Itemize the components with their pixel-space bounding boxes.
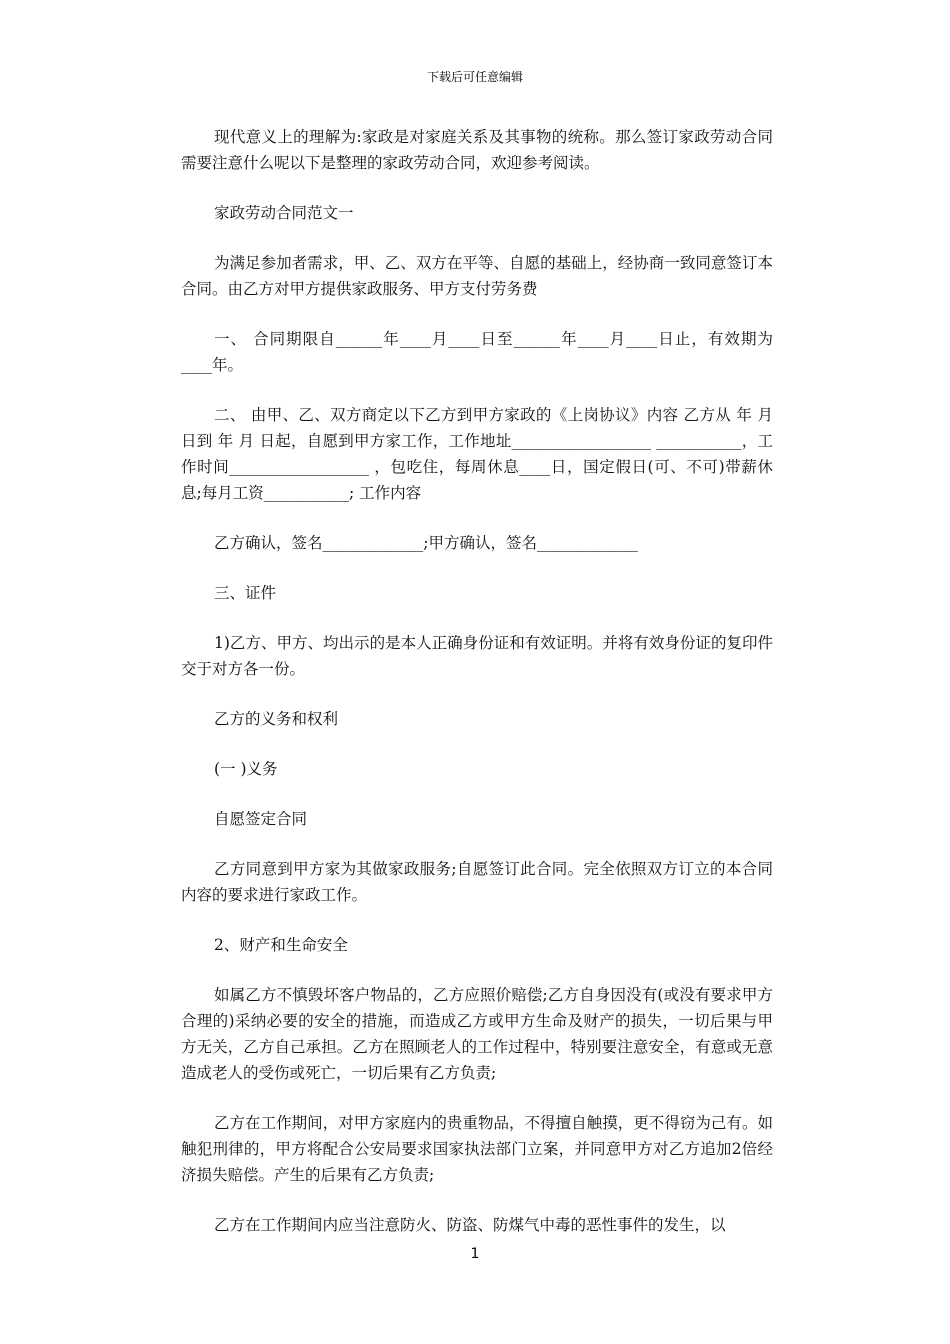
paragraph-duties: (一 )义务 [214,760,278,778]
paragraph-safety-heading: 2、财产和生命安全 [214,936,348,954]
paragraph-duties-rights: 乙方的义务和权利 [214,710,339,728]
paragraph-valuables: 乙方在工作期间，对甲方家庭内的贵重物品，不得擅自触摸，更不得窃为己有。如触犯刑律的，甲方将配合公安局要求国家执法部门立案，并同意甲方对乙方追加2倍经济损失赔偿。产生的后果有乙方负责; [181,1114,773,1184]
paragraph-consent: 乙方同意到甲方家为其做家政服务;自愿签订此合同。完全依照双方订立的本合同内容的要求进行家政工作。 [181,860,773,904]
paragraph-signatures: 乙方确认，签名_____________;甲方确认，签名_____________ [214,534,638,552]
page-number: 1 [470,1246,480,1262]
paragraph-voluntary: 自愿签定合同 [214,810,308,828]
paragraph-fire-safety: 乙方在工作期间内应当注意防火、防盗、防煤气中毒的恶性事件的发生，以 [214,1216,726,1234]
paragraph-title: 家政劳动合同范文一 [214,204,354,222]
paragraph-id-docs: 1)乙方、甲方、均出示的是本人正确身份证和有效证明。并将有效身份证的复印件交于对方各一份。 [181,634,773,678]
paragraph-preamble: 为满足参加者需求，甲、乙、双方在平等、自愿的基础上，经协商一致同意签订本合同。由乙方对甲方提供家政服务、甲方支付劳务费 [181,254,773,298]
paragraph-term: 一、 合同期限自______年____月____日至______年____月____日止，有效期为____年。 [181,330,773,374]
paragraph-intro: 现代意义上的理解为:家政是对家庭关系及其事物的统称。那么签订家政劳动合同需要注意什么呢以下是整理的家政劳动合同，欢迎参考阅读。 [181,128,773,172]
paragraph-agreement: 二、 由甲、乙、双方商定以下乙方到甲方家政的《上岗协议》内容 乙方从 年 月 日到 年 月 日起，自愿到甲方家工作，工作地址__________________ ___________，工作时间__________________ ，包吃住，每周休息____日，国定假日(可、不可)带薪休息;每月工资___________; 工作内容 [181,406,773,502]
document-body [181,124,773,1262]
page-header: 下载后可任意编辑 [426,70,523,84]
paragraph-damage: 如属乙方不慎毁坏客户物品的，乙方应照价赔偿;乙方自身因没有(或没有要求甲方合理的)采纳必要的安全的措施，而造成乙方或甲方生命及财产的损失，一切后果与甲方无关，乙方自己承担。乙方在照顾老人的工作过程中，特别要注意安全，有意或无意造成老人的受伤或死亡，一切后果有乙方负责; [181,986,773,1082]
paragraph-section-3: 三、证件 [214,584,277,602]
